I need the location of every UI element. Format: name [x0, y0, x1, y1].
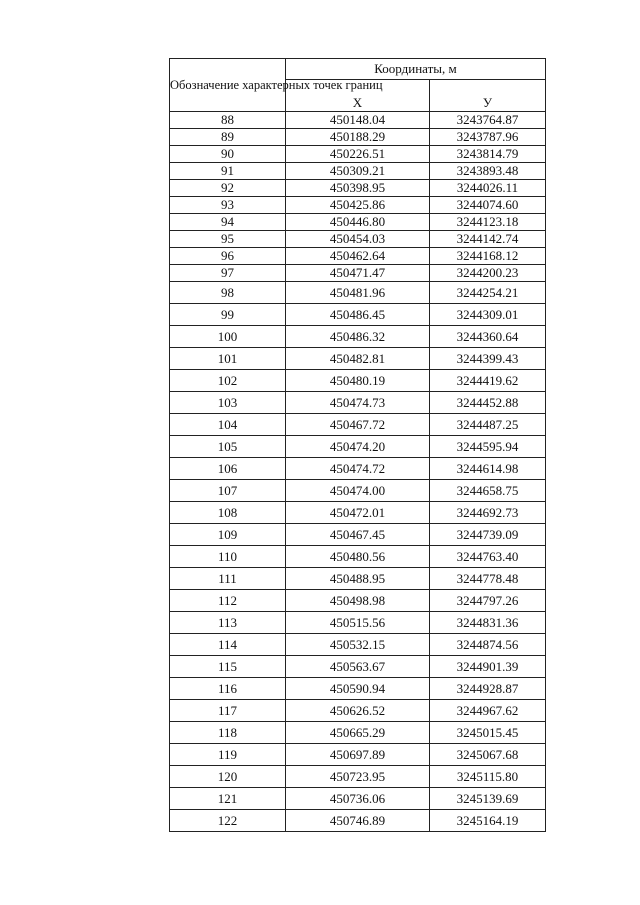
table-row — [170, 265, 546, 282]
point-number-cell: 94 — [170, 214, 286, 231]
y-coordinate-cell: 3245139.69 — [430, 788, 546, 810]
y-coordinate-cell: 3244901.39 — [430, 656, 546, 678]
point-number-cell: 96 — [170, 248, 286, 265]
y-coordinate-cell: 3244658.75 — [430, 480, 546, 502]
y-coordinate-cell: 3243764.87 — [430, 112, 546, 129]
table-row — [170, 370, 546, 392]
point-number-cell: 108 — [170, 502, 286, 524]
table-row — [170, 214, 546, 231]
x-coordinate-cell: 450398.95 — [286, 180, 430, 197]
table-row — [170, 656, 546, 678]
y-coordinate-cell: 3244614.98 — [430, 458, 546, 480]
y-coordinate-cell: 3244254.21 — [430, 282, 546, 304]
point-number-cell: 98 — [170, 282, 286, 304]
point-number-cell: 110 — [170, 546, 286, 568]
point-number-cell: 115 — [170, 656, 286, 678]
x-coordinate-cell: 450532.15 — [286, 634, 430, 656]
x-coordinate-cell: 450480.56 — [286, 546, 430, 568]
y-coordinate-cell: 3245015.45 — [430, 722, 546, 744]
x-coordinate-cell: 450462.64 — [286, 248, 430, 265]
y-coordinate-cell: 3244487.25 — [430, 414, 546, 436]
point-number-cell: 119 — [170, 744, 286, 766]
x-coordinate-cell: 450446.80 — [286, 214, 430, 231]
table-row — [170, 480, 546, 502]
point-number-cell: 99 — [170, 304, 286, 326]
point-number-cell: 114 — [170, 634, 286, 656]
y-coordinate-cell: 3244419.62 — [430, 370, 546, 392]
x-coordinate-cell: 450723.95 — [286, 766, 430, 788]
y-coordinate-cell: 3244967.62 — [430, 700, 546, 722]
y-coordinate-cell: 3244360.64 — [430, 326, 546, 348]
point-number-cell: 103 — [170, 392, 286, 414]
y-coordinate-cell: 3244692.73 — [430, 502, 546, 524]
x-coordinate-cell: 450746.89 — [286, 810, 430, 832]
table-row — [170, 129, 546, 146]
table-row — [170, 180, 546, 197]
x-coordinate-cell: 450736.06 — [286, 788, 430, 810]
x-coordinate-cell: 450188.29 — [286, 129, 430, 146]
y-coordinate-cell: 3243893.48 — [430, 163, 546, 180]
table-row — [170, 436, 546, 458]
table-row — [170, 810, 546, 832]
x-coordinate-cell: 450474.00 — [286, 480, 430, 502]
table-row — [170, 231, 546, 248]
table-row — [170, 502, 546, 524]
x-coordinate-cell: 450488.95 — [286, 568, 430, 590]
point-number-cell: 91 — [170, 163, 286, 180]
x-coordinate-cell: 450486.45 — [286, 304, 430, 326]
table-row — [170, 568, 546, 590]
point-number-cell: 90 — [170, 146, 286, 163]
x-coordinate-cell: 450590.94 — [286, 678, 430, 700]
table-row — [170, 634, 546, 656]
point-number-cell: 111 — [170, 568, 286, 590]
x-coordinate-cell: 450425.86 — [286, 197, 430, 214]
x-coordinate-cell: 450454.03 — [286, 231, 430, 248]
table-row — [170, 590, 546, 612]
x-coordinate-cell: 450467.72 — [286, 414, 430, 436]
x-column-header: Х — [286, 80, 430, 112]
table-row — [170, 766, 546, 788]
y-coordinate-cell: 3244309.01 — [430, 304, 546, 326]
table-row — [170, 700, 546, 722]
y-coordinate-cell: 3243787.96 — [430, 129, 546, 146]
point-number-cell: 122 — [170, 810, 286, 832]
table-row — [170, 524, 546, 546]
y-coordinate-cell: 3244168.12 — [430, 248, 546, 265]
y-coordinate-cell: 3244123.18 — [430, 214, 546, 231]
point-number-cell: 106 — [170, 458, 286, 480]
point-number-cell: 107 — [170, 480, 286, 502]
x-coordinate-cell: 450471.47 — [286, 265, 430, 282]
y-column-header: У — [430, 80, 546, 112]
table-row — [170, 744, 546, 766]
point-number-cell: 117 — [170, 700, 286, 722]
x-coordinate-cell: 450474.20 — [286, 436, 430, 458]
table-row — [170, 163, 546, 180]
table-row — [170, 546, 546, 568]
x-coordinate-cell: 450309.21 — [286, 163, 430, 180]
table-row — [170, 678, 546, 700]
point-number-cell: 118 — [170, 722, 286, 744]
x-coordinate-cell: 450515.56 — [286, 612, 430, 634]
y-coordinate-cell: 3244739.09 — [430, 524, 546, 546]
point-number-cell: 97 — [170, 265, 286, 282]
y-coordinate-cell: 3244074.60 — [430, 197, 546, 214]
table-body — [170, 112, 546, 832]
x-coordinate-cell: 450482.81 — [286, 348, 430, 370]
point-number-cell: 95 — [170, 231, 286, 248]
y-coordinate-cell: 3244399.43 — [430, 348, 546, 370]
table-row — [170, 304, 546, 326]
y-coordinate-cell: 3244874.56 — [430, 634, 546, 656]
coordinates-table — [169, 58, 546, 832]
point-number-cell: 120 — [170, 766, 286, 788]
point-number-cell: 121 — [170, 788, 286, 810]
x-coordinate-cell: 450472.01 — [286, 502, 430, 524]
table-row — [170, 458, 546, 480]
x-coordinate-cell: 450665.29 — [286, 722, 430, 744]
y-coordinate-cell: 3244928.87 — [430, 678, 546, 700]
coordinates-group-header: Координаты, м — [286, 59, 546, 80]
y-coordinate-cell: 3244142.74 — [430, 231, 546, 248]
y-coordinate-cell: 3244831.36 — [430, 612, 546, 634]
x-coordinate-cell: 450481.96 — [286, 282, 430, 304]
table-row — [170, 282, 546, 304]
table-row — [170, 112, 546, 129]
y-coordinate-cell: 3244026.11 — [430, 180, 546, 197]
table-row — [170, 348, 546, 370]
point-number-cell: 116 — [170, 678, 286, 700]
x-coordinate-cell: 450474.73 — [286, 392, 430, 414]
point-number-cell: 109 — [170, 524, 286, 546]
y-coordinate-cell: 3243814.79 — [430, 146, 546, 163]
point-number-cell: 93 — [170, 197, 286, 214]
table-row — [170, 197, 546, 214]
x-coordinate-cell: 450697.89 — [286, 744, 430, 766]
point-number-cell: 92 — [170, 180, 286, 197]
point-number-cell: 101 — [170, 348, 286, 370]
y-coordinate-cell: 3244763.40 — [430, 546, 546, 568]
point-number-cell: 102 — [170, 370, 286, 392]
table-row — [170, 788, 546, 810]
x-coordinate-cell: 450148.04 — [286, 112, 430, 129]
point-number-cell: 113 — [170, 612, 286, 634]
point-column-header: Обозначение характерных точек границ — [170, 59, 286, 112]
y-coordinate-cell: 3244778.48 — [430, 568, 546, 590]
y-coordinate-cell: 3244595.94 — [430, 436, 546, 458]
point-number-cell: 88 — [170, 112, 286, 129]
y-coordinate-cell: 3244452.88 — [430, 392, 546, 414]
x-coordinate-cell: 450480.19 — [286, 370, 430, 392]
point-number-cell: 104 — [170, 414, 286, 436]
table-row — [170, 392, 546, 414]
point-number-cell: 89 — [170, 129, 286, 146]
table-row — [170, 326, 546, 348]
table-row — [170, 146, 546, 163]
table-row — [170, 612, 546, 634]
point-number-cell: 100 — [170, 326, 286, 348]
table-row — [170, 414, 546, 436]
y-coordinate-cell: 3245067.68 — [430, 744, 546, 766]
x-coordinate-cell: 450467.45 — [286, 524, 430, 546]
y-coordinate-cell: 3244797.26 — [430, 590, 546, 612]
x-coordinate-cell: 450626.52 — [286, 700, 430, 722]
table-row — [170, 248, 546, 265]
x-coordinate-cell: 450498.98 — [286, 590, 430, 612]
x-coordinate-cell: 450563.67 — [286, 656, 430, 678]
y-coordinate-cell: 3244200.23 — [430, 265, 546, 282]
point-number-cell: 105 — [170, 436, 286, 458]
table-row — [170, 722, 546, 744]
x-coordinate-cell: 450486.32 — [286, 326, 430, 348]
x-coordinate-cell: 450474.72 — [286, 458, 430, 480]
point-number-cell: 112 — [170, 590, 286, 612]
x-coordinate-cell: 450226.51 — [286, 146, 430, 163]
y-coordinate-cell: 3245164.19 — [430, 810, 546, 832]
y-coordinate-cell: 3245115.80 — [430, 766, 546, 788]
